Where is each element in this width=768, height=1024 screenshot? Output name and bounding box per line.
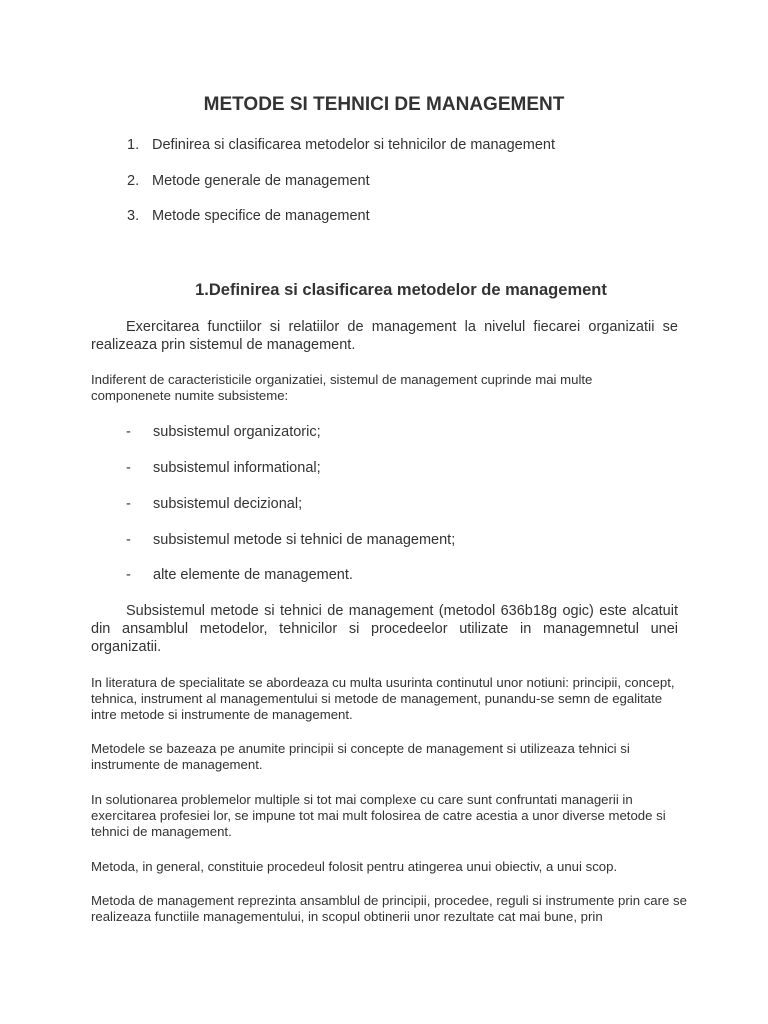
- intro-paragraph-text: Exercitarea functiilor si relatiilor de management la nivelul fiecarei organizatii se realizeaza prin sistemul de management.: [91, 319, 678, 353]
- body-paragraph: Metodele se bazeaza pe anumite principii si concepte de management si utilizeaza tehnici si instrumente de management.: [91, 741, 630, 772]
- subsystem-paragraph: [91, 602, 678, 656]
- body-paragraph: Metoda de management reprezinta ansamblul de principii, procedee, reguli si instrumente prin care se realizeaza functiile managementului, in scopul obtinerii unor rezultate cat mai bune, prin: [91, 893, 687, 924]
- toc-item: [127, 137, 555, 153]
- bullet-text: subsistemul metode si tehnici de management;: [153, 532, 456, 548]
- intro-paragraph: [91, 318, 678, 354]
- toc-item-text: Metode specifice de management: [152, 208, 370, 224]
- bullet-item: [126, 532, 455, 548]
- bullet-item: [126, 567, 353, 583]
- bullet-dash: -: [126, 460, 131, 476]
- section-heading: 1.Definirea si clasificarea metodelor de management: [195, 281, 607, 299]
- toc-item-text: Definirea si clasificarea metodelor si tehnicilor de management: [152, 137, 555, 153]
- subsystem-paragraph-text: Subsistemul metode si tehnici de management (metodol 636b18g ogic) este alcatuit din ansamblul metodelor, tehnicilor si procedeelor utilizate in managemnetul unei organizatii.: [91, 603, 678, 655]
- toc-item: [127, 173, 370, 189]
- bullet-text: subsistemul informational;: [153, 460, 321, 476]
- bullet-text: alte elemente de management.: [153, 567, 353, 583]
- toc-item-text: Metode generale de management: [152, 173, 370, 189]
- toc-item-number: 1.: [127, 137, 140, 153]
- bullet-item: [126, 424, 321, 440]
- components-paragraph: Indiferent de caracteristicile organizatiei, sistemul de management cuprinde mai multe componenete numite subsisteme:: [91, 372, 593, 403]
- toc-item-number: 3.: [127, 208, 140, 224]
- bullet-dash: -: [126, 496, 131, 512]
- body-paragraph: Metoda, in general, constituie procedeul folosit pentru atingerea unui obiectiv, a unui scop.: [91, 859, 618, 874]
- bullet-dash: -: [126, 532, 131, 548]
- bullet-text: subsistemul organizatoric;: [153, 424, 321, 440]
- toc-item-number: 2.: [127, 173, 140, 189]
- bullet-item: [126, 496, 302, 512]
- bullet-dash: -: [126, 424, 131, 440]
- body-paragraph: In literatura de specialitate se abordeaza cu multa usurinta continutul unor notiuni: principii, concept, tehnica, instrument al managementului si metode de management, punandu-se semn de egalitate intre metode si instrumente de management.: [91, 675, 675, 722]
- toc-item: [127, 208, 370, 224]
- bullet-item: [126, 460, 321, 476]
- bullet-text: subsistemul decizional;: [153, 496, 303, 512]
- body-paragraph: In solutionarea problemelor multiple si tot mai complexe cu care sunt confruntati managerii in exercitarea profesiei lor, se impune tot mai mult folosirea de catre acestia a unor diverse metode si tehnici de management.: [91, 792, 666, 839]
- bullet-dash: -: [126, 567, 131, 583]
- document-title: METODE SI TEHNICI DE MANAGEMENT: [203, 94, 565, 115]
